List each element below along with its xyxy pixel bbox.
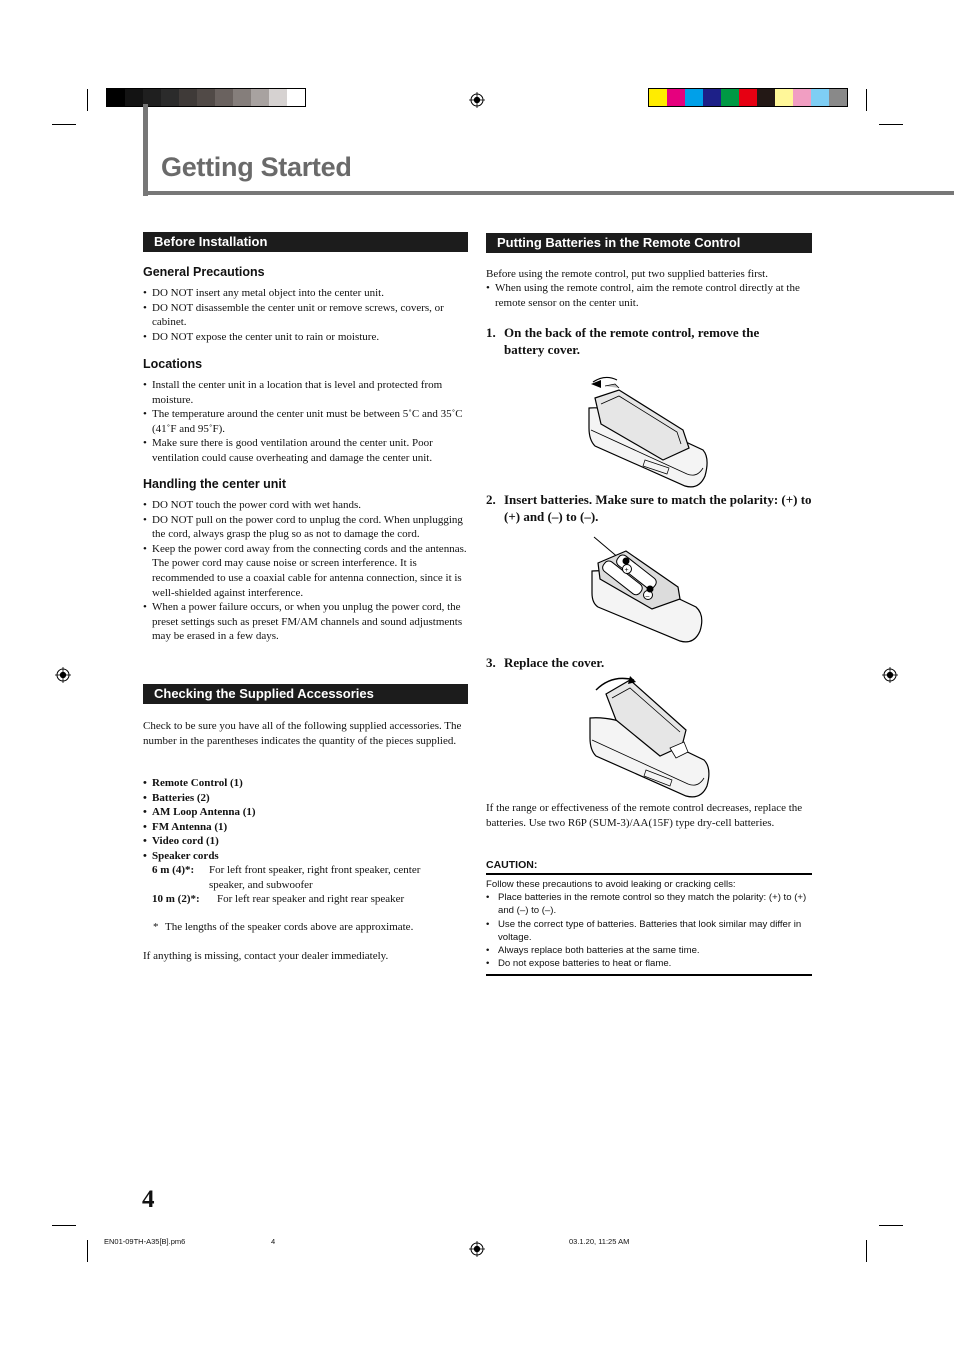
list-item: • Batteries (2) [143, 791, 468, 806]
color-swatch [811, 89, 829, 106]
step-text: Insert batteries. Make sure to match the polarity: (+) to (+) and (–) to (–). [504, 492, 812, 524]
list-item: • FM Antenna (1) [143, 820, 468, 835]
color-swatch [739, 89, 757, 106]
step-3 [486, 654, 798, 671]
color-swatch [703, 89, 721, 106]
caution-top-rule [486, 873, 812, 875]
accessories-list [143, 776, 468, 864]
page-title: Getting Started [161, 152, 352, 182]
list-item: • When a power failure occurs, or when you unplug the power cord, the preset settings such as preset FM/AM channels and sound adjustments may be erased in a few days. [143, 600, 468, 644]
list-item: • Speaker cords [143, 849, 468, 864]
registration-mark-icon [469, 92, 485, 108]
list-item: • DO NOT expose the center unit to rain or moisture. [143, 330, 468, 345]
list-item: • Install the center unit in a location that is level and protected from moisture. [143, 378, 468, 407]
grayscale-swatch [107, 89, 125, 106]
registration-mark-icon [469, 1241, 485, 1257]
list-item: • DO NOT touch the power cord with wet hands. [143, 498, 468, 513]
caution-intro: Follow these precautions to avoid leaking or cracking cells: [486, 879, 736, 890]
registration-mark-icon [55, 667, 71, 683]
footer-file: EN01-09TH-A35[B].pm6 [104, 1237, 186, 1246]
remote-cover-removal-illustration [585, 368, 710, 493]
footnote: The lengths of the speaker cords above are approximate. [165, 921, 414, 933]
batteries-intro: Before using the remote control, put two supplied batteries first. [486, 268, 768, 280]
subheading-locations: Locations [143, 357, 203, 371]
subheading-handling: Handling the center unit [143, 477, 287, 491]
grayscale-swatch [233, 89, 251, 106]
caution-heading: CAUTION: [486, 859, 538, 871]
battery-insertion-illustration [590, 535, 705, 650]
step-text: On the back of the remote control, remove the battery cover. [504, 325, 760, 357]
grayscale-bar [106, 88, 306, 107]
step-number: 1. [486, 325, 496, 340]
accessories-intro: Check to be sure you have all of the following supplied accessories. The number in the parentheses indicates the quantity of the pieces supplied. [143, 720, 462, 747]
svg-text:+: + [624, 567, 629, 574]
speaker-cord-6m-label: 6 m (4)*: [152, 864, 195, 876]
step-number: 2. [486, 492, 496, 507]
caution-bottom-rule [486, 974, 812, 976]
registration-mark-icon [882, 667, 898, 683]
list-item: • AM Loop Antenna (1) [143, 805, 468, 820]
list-item: • DO NOT disassemble the center unit or remove screws, covers, or cabinet. [143, 301, 468, 330]
list-item: • Place batteries in the remote control so they match the polarity: (+) to (+) and (–) to (–). [486, 891, 808, 918]
color-swatch [829, 89, 847, 106]
grayscale-swatch [287, 89, 305, 106]
speaker-cord-6m-text: For left front speaker, right front speaker, center speaker, and subwoofer [209, 864, 421, 891]
section-heading-before-installation: Before Installation [143, 232, 468, 252]
list-item: • Use the correct type of batteries. Batteries that look similar may differ in voltage. [486, 918, 808, 945]
color-swatch [775, 89, 793, 106]
step-2 [486, 491, 812, 525]
list-item: • Make sure there is good ventilation around the center unit. Poor ventilation could cause overheating and damage the center unit. [143, 436, 468, 465]
missing-note: If anything is missing, contact your dealer immediately. [143, 950, 389, 962]
grayscale-swatch [215, 89, 233, 106]
footer-date: 03.1.20, 11:25 AM [569, 1237, 630, 1246]
color-swatch [793, 89, 811, 106]
title-rule [143, 191, 954, 195]
handling-list [143, 498, 468, 644]
color-swatch [649, 89, 667, 106]
list-item: • The temperature around the center unit must be between 5˚C and 35˚C (41˚F and 95˚F). [143, 407, 468, 436]
step-1 [486, 324, 798, 358]
svg-text:–: – [645, 593, 650, 600]
grayscale-swatch [179, 89, 197, 106]
color-swatch [721, 89, 739, 106]
batteries-bullet [486, 281, 812, 310]
list-item: • Keep the power cord away from the connecting cords and the antennas. The power cord may cause noise or screen interference. It is recommended to use a coaxial cable for antenna connection, since it is well-shielded against interference. [143, 542, 468, 600]
speaker-cord-10m-label: 10 m (2)*: [152, 893, 200, 905]
grayscale-swatch [269, 89, 287, 106]
list-item: • When using the remote control, aim the remote control directly at the remote sensor on the center unit. [486, 281, 812, 310]
list-item: • DO NOT pull on the power cord to unplug the cord. When unplugging the cord, always grasp the plug so as not to damage the cord. [143, 513, 468, 542]
list-item: • Always replace both batteries at the same time. [486, 944, 808, 957]
grayscale-swatch [197, 89, 215, 106]
step-text: Replace the cover. [504, 655, 605, 670]
subheading-general-precautions: General Precautions [143, 265, 265, 279]
replace-batteries-note: If the range or effectiveness of the remote control decreases, replace the batteries. Use two R6P (SUM-3)/AA(15F) type dry-cell batteries. [486, 802, 803, 829]
speaker-cord-10m-text: For left rear speaker and right rear speaker [217, 893, 405, 905]
color-bar [648, 88, 848, 107]
section-heading-accessories: Checking the Supplied Accessories [143, 684, 468, 704]
grayscale-swatch [125, 89, 143, 106]
color-swatch [685, 89, 703, 106]
general-precautions-list [143, 286, 468, 344]
list-item: • DO NOT insert any metal object into the center unit. [143, 286, 468, 301]
grayscale-swatch [251, 89, 269, 106]
locations-list [143, 378, 468, 466]
section-heading-batteries: Putting Batteries in the Remote Control [486, 233, 812, 253]
step-number: 3. [486, 655, 496, 670]
remote-cover-replace-illustration [586, 674, 718, 802]
footnote-mark: * [153, 921, 159, 933]
list-item: • Remote Control (1) [143, 776, 468, 791]
caution-list [486, 891, 808, 971]
color-swatch [667, 89, 685, 106]
title-frame [143, 104, 148, 196]
list-item: • Video cord (1) [143, 834, 468, 849]
color-swatch [757, 89, 775, 106]
footer-page: 4 [271, 1237, 276, 1246]
list-item: • Do not expose batteries to heat or flame. [486, 957, 808, 970]
page-number: 4 [142, 1186, 155, 1213]
grayscale-swatch [161, 89, 179, 106]
